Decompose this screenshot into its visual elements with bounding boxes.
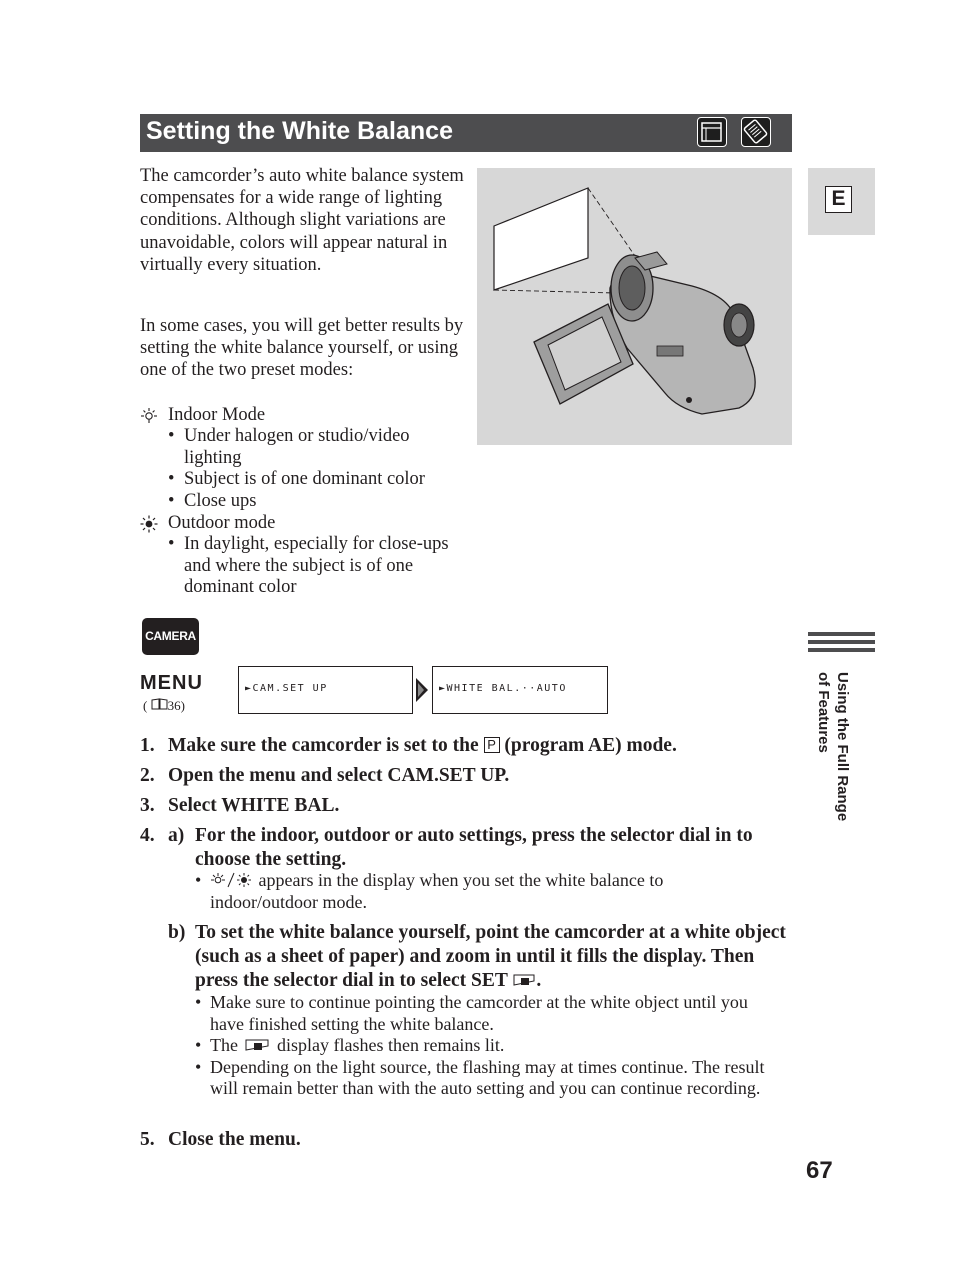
menu-item-white-bal: ►WHITE BAL.··AUTO [439, 683, 567, 694]
memory-card-icon [741, 117, 771, 147]
program-ae-symbol: P [484, 737, 500, 753]
white-balance-set-icon [242, 1038, 272, 1052]
menu-page-reference: ( 36) [143, 698, 185, 713]
tape-cassette-icon [697, 117, 727, 147]
intro-paragraph: The camcorder’s auto white balance system compensates for a wide range of lighting conditions. Although slight variations are unavoidable, colors will appear natural in virtually every situation. [140, 166, 464, 275]
camera-mode-badge: CAMERA [142, 618, 199, 655]
indoor-bulb-icon [140, 407, 158, 425]
step-3: 3. Select WHITE BAL. [140, 795, 340, 816]
indoor-outdoor-icon [210, 872, 254, 888]
sidebar-section-label: Using the Full Range of Features [815, 672, 851, 822]
menu-screen-white-bal [432, 666, 608, 714]
step-4a-bullet: • appears in the display when you set the white balance to indoor/outdoor mode. [195, 870, 664, 912]
page-title: Setting the White Balance [146, 117, 453, 145]
list-item: • Make sure to continue pointing the camcorder at the white object until you have finished setting the white balance. [195, 992, 748, 1034]
list-item: • Subject is of one dominant color [168, 469, 425, 490]
section-title-bar [140, 114, 792, 152]
book-icon [151, 698, 168, 710]
sidebar-rule [808, 632, 875, 656]
step-4b-text: To set the white balance yourself, point the camcorder at a white object (such as a sheet of paper) and zoom in until it fills the display. Then press the selector dial in to select SET . [195, 922, 786, 991]
step-4: 4. a) [140, 825, 185, 846]
outdoor-sun-icon [140, 515, 158, 533]
step-4b-bullets [195, 992, 785, 1100]
menu-screen-cam-setup [238, 666, 413, 714]
step-4b-label: b) [168, 922, 186, 943]
language-tab [808, 168, 875, 235]
list-item: • In daylight, especially for close-ups and where the subject is of one dominant color [168, 534, 449, 598]
list-item: • Close ups [168, 491, 257, 512]
list-item: • The display flashes then remains lit. [195, 1035, 505, 1055]
step-5: 5. Close the menu. [140, 1129, 301, 1150]
language-letter: E [825, 186, 852, 213]
list-item: • Depending on the light source, the flashing may at times continue. The result will remain better than with the auto setting and you can continue recording. [195, 1056, 765, 1098]
menu-label: MENU [140, 672, 203, 694]
preset-modes-paragraph: In some cases, you will get better results by setting the white balance yourself, or using one of the two preset modes: [140, 316, 464, 381]
white-balance-set-icon [512, 973, 536, 987]
menu-arrow-icon [414, 676, 430, 704]
step-2: 2. Open the menu and select CAM.SET UP. [140, 765, 510, 786]
indoor-mode-label: Indoor Mode [168, 405, 266, 425]
outdoor-bullets [168, 534, 453, 599]
step-4a-text: For the indoor, outdoor or auto settings, press the selector dial in to choose the setting. [195, 825, 753, 870]
step-1: 1. Make sure the camcorder is set to the P (program AE) mode. [140, 735, 677, 756]
indoor-bullets [168, 426, 458, 513]
menu-item-cam-setup: ►CAM.SET UP [245, 683, 328, 694]
page-number: 67 [806, 1157, 833, 1184]
camcorder-illustration [477, 168, 792, 445]
outdoor-mode-label: Outdoor mode [168, 513, 276, 533]
list-item: • Under halogen or studio/video lighting [168, 426, 410, 468]
